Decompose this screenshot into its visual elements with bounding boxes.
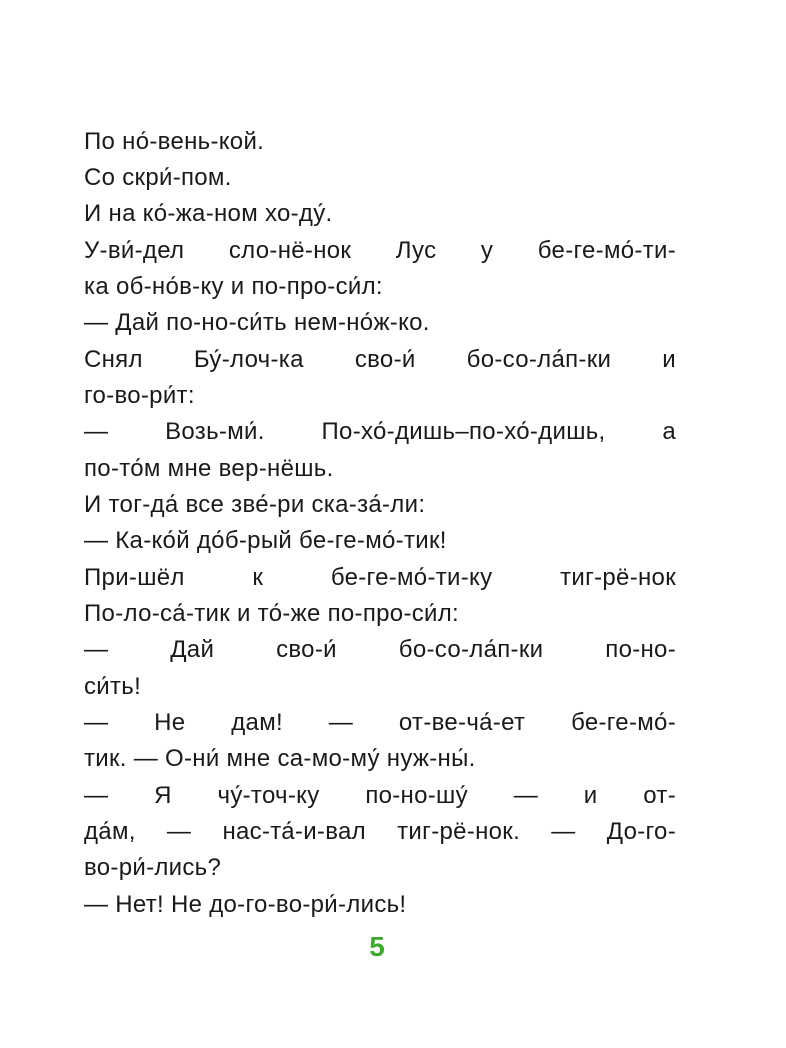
text-line: го-во-ри́т: bbox=[84, 382, 195, 409]
text-line: си́ть! bbox=[84, 673, 142, 700]
text-line: При-шёл к бе-ге-мо́-ти-ку тиг-рё-нок bbox=[84, 564, 676, 591]
text-line: Снял Бу́-лоч-ка сво-и́ бо-со-ла́п-ки и bbox=[84, 346, 676, 373]
text-line: Со скри́-пом. bbox=[84, 164, 232, 191]
text-line: — Возь-ми́. По-хо́-дишь–по-хо́-дишь, а bbox=[84, 418, 676, 445]
text-line: — Не дам! — от-ве-ча́-ет бе-ге-мо́- bbox=[84, 709, 676, 736]
text-line: да́м, — нас-та́-и-вал тиг-рё-нок. — До-го- bbox=[84, 818, 676, 845]
text-line: По-ло-са́-тик и то́-же по-про-си́л: bbox=[84, 600, 460, 627]
page-number: 5 bbox=[369, 931, 385, 962]
text-line: И на ко́-жа-ном хо-ду́. bbox=[84, 200, 333, 227]
text-line: — Дай по-но-си́ть нем-но́ж-ко. bbox=[84, 309, 430, 336]
text-line: тик. — О-ни́ мне са-мо-му́ нуж-ны́. bbox=[84, 745, 476, 772]
text-line: По но́-вень-кой. bbox=[84, 128, 265, 155]
text-line: У-ви́-дел сло-нё-нок Лус у бе-ге-мо́-ти- bbox=[84, 237, 676, 264]
text-line: — Я чу́-точ-ку по-но-шу́ — и от- bbox=[84, 782, 676, 809]
text-line: во-ри́-лись? bbox=[84, 854, 222, 881]
text-line: ка об-но́в-ку и по-про-си́л: bbox=[84, 273, 383, 300]
text-line: И тог-да́ все зве́-ри ска-за́-ли: bbox=[84, 491, 426, 518]
text-line: — Дай сво-и́ бо-со-ла́п-ки по-но- bbox=[84, 636, 676, 663]
text-line: по-то́м мне вер-нёшь. bbox=[84, 455, 334, 482]
text-line: — Нет! Не до-го-во-ри́-лись! bbox=[84, 891, 407, 918]
text-line: — Ка-ко́й до́б-рый бе-ге-мо́-тик! bbox=[84, 527, 447, 554]
